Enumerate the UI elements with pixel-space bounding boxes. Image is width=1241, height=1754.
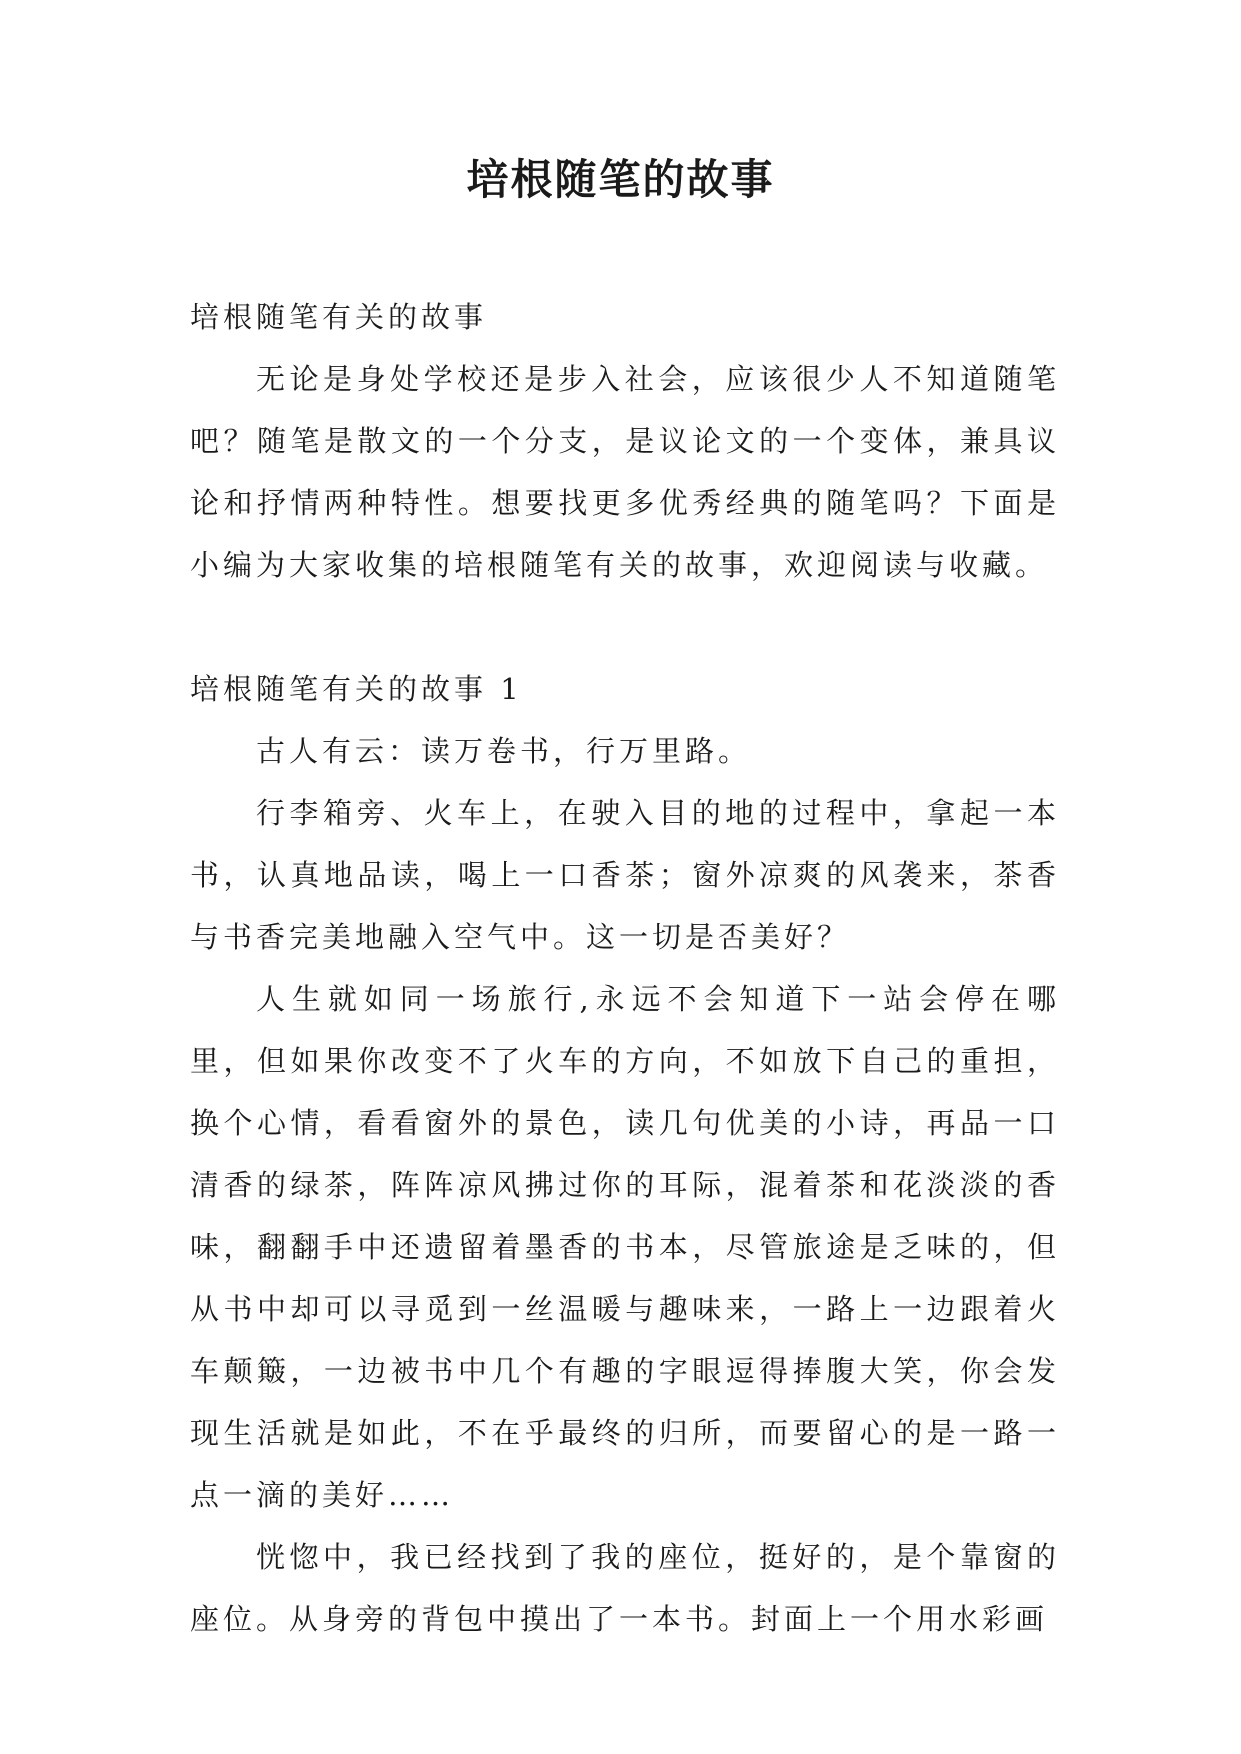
section-1-paragraph: 古人有云：读万卷书，行万里路。	[256, 734, 752, 768]
section-1-paragraph: 恍惚中，我已经找到了我的座位，挺好的，是个靠窗的座位。从身旁的背包中摸出了一本书。封面上一个用水彩画	[190, 1540, 1060, 1636]
intro-paragraph: 无论是身处学校还是步入社会，应该很少人不知道随笔吧？随笔是散文的一个分支，是议论文的一个变体，兼具议论和抒情两种特性。想要找更多优秀经典的随笔吗？下面是小编为大家收集的培根随笔有关的故事，欢迎阅读与收藏。	[190, 362, 1060, 582]
section-1-paragraph: 人生就如同一场旅行,永远不会知道下一站会停在哪里，但如果你改变不了火车的方向，不如放下自己的重担，换个心情，看看窗外的景色，读几句优美的小诗，再品一口清香的绿茶，阵阵凉风拂过你的耳际，混着茶和花淡淡的香味，翻翻手中还遗留着墨香的书本，尽管旅途是乏味的，但从书中却可以寻觅到一丝温暖与趣味来，一路上一边跟着火车颠簸，一边被书中几个有趣的字眼逗得捧腹大笑，你会发现生活就是如此，不在乎最终的归所，而要留心的是一路一点一滴的美好……	[190, 982, 1060, 1512]
intro-heading: 培根随笔有关的故事	[190, 300, 488, 334]
section-1-heading: 培根随笔有关的故事 1	[190, 672, 523, 706]
document-title: 培根随笔的故事	[466, 155, 775, 204]
document-body	[190, 286, 1060, 1650]
paragraph-gap	[190, 596, 1060, 658]
section-1-paragraph: 行李箱旁、火车上，在驶入目的地的过程中，拿起一本书，认真地品读，喝上一口香茶；窗外凉爽的风袭来，茶香与书香完美地融入空气中。这一切是否美好？	[190, 796, 1060, 954]
